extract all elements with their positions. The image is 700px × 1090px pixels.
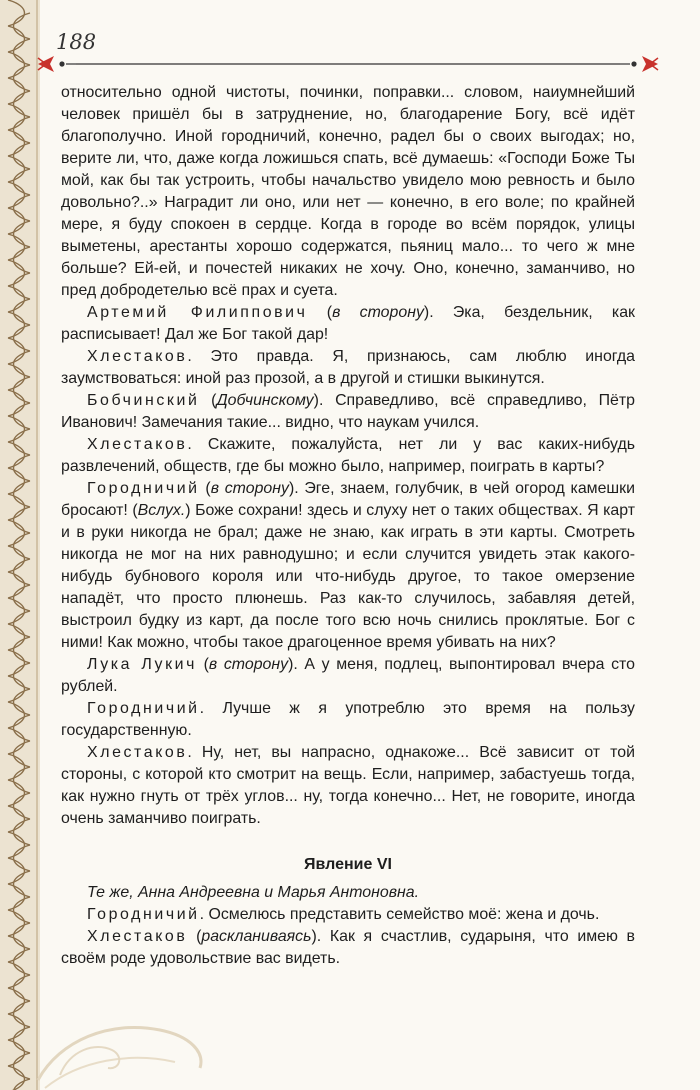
text-column (61, 82, 635, 970)
dialogue-line: Лука Лукич (в сторону). А у меня, подлец, выпонтировал вчера сто рублей. (61, 656, 635, 695)
line-text: . Эка, бездельник, как расписывает! Дал же Бог такой дар! (61, 304, 635, 343)
line-text: ) Боже сохрани! здесь и слуху нет о таких обществах. Я карт и в руки никогда не брал; даже не знаю, как играть в эти карты. Смотреть никогда не мог на них равнодушно; и если случится увидеть этак какого-нибудь бубнового короля или что-нибудь другое, то такое омерзение нападёт, что просто плюнешь. Раз как-то случилось, забавляя детей, выстроил будку из карт, да после того всю ночь снились проклятые. Бог с ними! Как можно, чтобы такое драгоценное время убивать на них? (61, 502, 635, 651)
header-rule (36, 50, 660, 78)
speaker-name: Хлестаков (87, 348, 188, 365)
line-text: . Как я счастлив, сударыня, что имею в своём роде удовольствие вас видеть. (61, 928, 635, 967)
dialogue-line: Городничий (в сторону). Эге, знаем, голубчик, в чей огород камешки бросают! (Вслух.) Боже сохрани! здесь и слуху нет о таких обществах. Я карт и в руки никогда не брал; даже не знаю, как играть в эти карты. Смотреть никогда не мог на них равнодушно; и если случится увидеть этак какого-нибудь бубнового короля или что-нибудь другое, то такое омерзение нападёт, что просто плюнешь. Раз как-то случилось, забавляя детей, выстроил будку из карт, да после того всю ночь снились проклятые. Бог с ними! Как можно, чтобы такое драгоценное время убивать на них? (61, 480, 635, 651)
line-text: . Это правда. Я, признаюсь, сам люблю иногда заумствоваться: иной раз прозой, а в другой и стишки выкинутся. (61, 348, 635, 387)
decorative-border (0, 0, 40, 1090)
dialogue-line (61, 346, 635, 390)
stage-remark: раскланиваясь (201, 928, 312, 945)
stage-remark: Вслух. (137, 502, 186, 519)
dialogue-line: Артемий Филиппович (в сторону). Эка, бездельник, как расписывает! Дал же Бог такой дар! (61, 304, 635, 343)
right-arrow-ornament (620, 56, 658, 72)
dialogue-line (61, 434, 635, 478)
dialogue-line (61, 904, 635, 926)
line-text: . Скажите, пожалуйста, нет ли у вас каких-нибудь развлечений, обществ, где бы можно было, например, поиграть в карты? (61, 436, 635, 475)
page-number: 188 (56, 30, 97, 54)
stage-remark: в сторону (332, 304, 424, 321)
speaker-name: Городничий (87, 480, 200, 497)
speaker-name: Лука Лукич (87, 656, 197, 673)
speaker-name: Городничий (87, 906, 200, 923)
speaker-name: Хлестаков (87, 436, 188, 453)
stage-remark: Добчинскому (216, 392, 314, 409)
line-text: . Осмелюсь представить семейство моё: жена и дочь. (199, 906, 600, 923)
line-text: . Эге, знаем, голубчик, в чей огород камешки бросают! ( (61, 480, 635, 519)
dialogue-line (61, 742, 635, 830)
line-text: . А у меня, подлец, выпонтировал вчера сто рублей. (61, 656, 635, 695)
speaker-name: Хлестаков (87, 928, 188, 945)
left-arrow-ornament (38, 56, 76, 72)
line-text: . Ну, нет, вы напрасно, однакоже... Всё зависит от той стороны, с которой кто смотрит на вещь. Если, например, забастуешь тогда, как нужно гнуть от трёх углов... ну, тогда конечно... Нет, не говорите, иногда очень заманчиво поиграть. (61, 744, 635, 827)
speaker-name: Бобчинский (87, 392, 200, 409)
dialogue-line: Хлестаков (раскланиваясь). Как я счастлив, сударыня, что имею в своём роде удовольствие вас видеть. (61, 928, 635, 967)
stage-remark: в сторону (208, 656, 289, 673)
dialogue-line (61, 698, 635, 742)
speaker-name: Хлестаков (87, 744, 188, 761)
line-text: . Лучше ж я употреблю это время на пользу государственную. (61, 700, 635, 739)
line-text: . Справедливо, всё справедливо, Пётр Иванович! Замечания такие... видно, что наукам учился. (61, 392, 635, 431)
speaker-name: Городничий (87, 700, 200, 717)
paragraph: относительно одной чистоты, починки, поправки... словом, наиумнейший человек пришёл бы в затруднение, но, благодарение Богу, всё идёт благополучно. Иной городничий, конечно, радел бы о своих выгодах; но, верите ли, что, даже когда ложишься спать, всё думаешь: «Господи Боже Ты мой, как бы так устроить, чтобы начальство увидело мою ревность и было довольно?..» Наградит ли оно, или нет — конечно, в его воле; по крайней мере, я буду спокоен в сердце. Когда в городе во всём порядок, улицы выметены, арестанты хорошо содержатся, пьяниц мало... то чего ж мне больше? Ей-ей, и почестей никаких не хочу. Оно, конечно, заманчиво, но пред добродетелью всё прах и суета. (61, 84, 635, 299)
stage-remark: в сторону (210, 480, 289, 497)
speaker-name: Артемий Филиппович (87, 304, 308, 321)
corner-flourish (0, 980, 220, 1090)
dialogue-line: Бобчинский (Добчинскому). Справедливо, всё справедливо, Пётр Иванович! Замечания такие... видно, что наукам учился. (61, 392, 635, 431)
scene-heading: Явление VI (304, 856, 392, 873)
stage-direction: Те же, Анна Андреевна и Марья Антоновна. (87, 884, 420, 901)
